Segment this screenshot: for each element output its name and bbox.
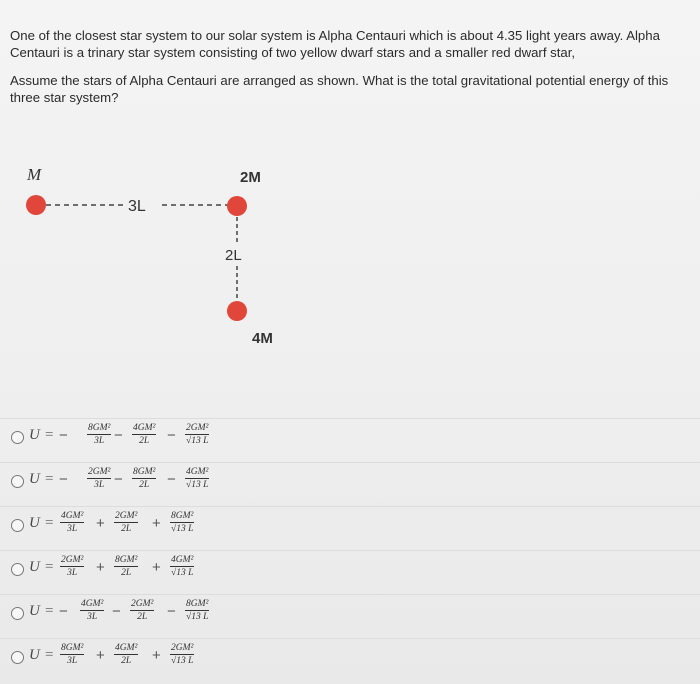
- fraction-term: [60, 643, 84, 666]
- fraction-term: [170, 555, 194, 578]
- operator: +: [96, 515, 105, 532]
- fraction-numerator: 2GM²: [115, 511, 138, 521]
- operator: −: [112, 603, 121, 620]
- fraction-numerator: 2GM²: [88, 467, 111, 477]
- fraction-numerator: 4GM²: [133, 423, 156, 433]
- fraction-term: [170, 643, 194, 666]
- question-paragraph-2: Assume the stars of Alpha Centauri are arranged as shown. What is the total gravitational potential energy of this three star system?: [10, 73, 669, 105]
- answer-option[interactable]: [0, 462, 700, 505]
- variable-u: U: [29, 471, 40, 487]
- equals-sign: =: [45, 427, 54, 443]
- fraction-numerator: 8GM²: [61, 643, 84, 653]
- star-system-diagram: [0, 160, 700, 360]
- equals-sign: =: [45, 471, 54, 487]
- mass-label-4m: 4M: [252, 330, 273, 347]
- leading-sign: −: [59, 427, 68, 444]
- operator: +: [152, 647, 161, 664]
- fraction-denominator: 3L: [67, 568, 78, 578]
- star-m: [26, 195, 46, 215]
- radio-button[interactable]: [11, 475, 24, 488]
- fraction-numerator: 2GM²: [171, 643, 194, 653]
- fraction-denominator: √13 L: [186, 480, 209, 490]
- fraction-term: [132, 467, 156, 490]
- question-text: [10, 27, 690, 117]
- fraction-term: [185, 467, 209, 490]
- fraction-denominator: 2L: [137, 612, 148, 622]
- fraction-denominator: 2L: [139, 436, 150, 446]
- fraction-denominator: √13 L: [171, 524, 194, 534]
- fraction-term: [87, 467, 111, 490]
- fraction-denominator: 3L: [67, 656, 78, 666]
- fraction-numerator: 4GM²: [186, 467, 209, 477]
- operator: +: [152, 515, 161, 532]
- fraction-term: [114, 555, 138, 578]
- fraction-numerator: 2GM²: [61, 555, 84, 565]
- question-paragraph-1: One of the closest star system to our solar system is Alpha Centauri which is about 4.35 light years away. Alpha Centauri is a trinary star system consisting of two yellow dwarf stars and a smaller red dwarf star,: [10, 28, 660, 60]
- fraction-numerator: 2GM²: [131, 599, 154, 609]
- radio-button[interactable]: [11, 607, 24, 620]
- operator: −: [114, 427, 123, 444]
- answer-option[interactable]: [0, 638, 700, 681]
- operator: −: [114, 471, 123, 488]
- fraction-term: [132, 423, 156, 446]
- star-4m: [227, 301, 247, 321]
- fraction-term: [185, 599, 209, 622]
- fraction-numerator: 8GM²: [133, 467, 156, 477]
- fraction-denominator: 2L: [121, 656, 132, 666]
- fraction-numerator: 4GM²: [115, 643, 138, 653]
- radio-button[interactable]: [11, 651, 24, 664]
- answer-option[interactable]: [0, 594, 700, 637]
- fraction-term: [130, 599, 154, 622]
- variable-u: U: [29, 603, 40, 619]
- fraction-term: [170, 511, 194, 534]
- fraction-numerator: 4GM²: [81, 599, 104, 609]
- fraction-numerator: 8GM²: [88, 423, 111, 433]
- operator: +: [96, 559, 105, 576]
- fraction-term: [60, 555, 84, 578]
- operator: +: [96, 647, 105, 664]
- variable-u: U: [29, 427, 40, 443]
- fraction-numerator: 8GM²: [186, 599, 209, 609]
- radio-button[interactable]: [11, 431, 24, 444]
- fraction-denominator: 3L: [67, 524, 78, 534]
- fraction-denominator: 3L: [94, 436, 105, 446]
- fraction-denominator: 2L: [121, 568, 132, 578]
- fraction-term: [87, 423, 111, 446]
- fraction-term: [80, 599, 104, 622]
- distance-label-3l: 3L: [128, 198, 146, 215]
- fraction-term: [114, 511, 138, 534]
- fraction-numerator: 8GM²: [171, 511, 194, 521]
- fraction-denominator: 2L: [139, 480, 150, 490]
- variable-u: U: [29, 515, 40, 531]
- operator: −: [167, 471, 176, 488]
- answer-option[interactable]: [0, 506, 700, 549]
- equals-sign: =: [45, 603, 54, 619]
- variable-u: U: [29, 559, 40, 575]
- operator: +: [152, 559, 161, 576]
- fraction-numerator: 4GM²: [61, 511, 84, 521]
- mass-label-2m: 2M: [240, 169, 261, 186]
- fraction-term: [185, 423, 209, 446]
- answer-option[interactable]: [0, 550, 700, 593]
- operator: −: [167, 427, 176, 444]
- fraction-term: [60, 511, 84, 534]
- fraction-denominator: √13 L: [171, 568, 194, 578]
- fraction-numerator: 2GM²: [186, 423, 209, 433]
- operator: −: [167, 603, 176, 620]
- fraction-numerator: 4GM²: [171, 555, 194, 565]
- fraction-denominator: √13 L: [171, 656, 194, 666]
- fraction-denominator: 3L: [87, 612, 98, 622]
- distance-label-2l: 2L: [225, 247, 242, 264]
- fraction-denominator: √13 L: [186, 436, 209, 446]
- radio-button[interactable]: [11, 519, 24, 532]
- variable-u: U: [29, 647, 40, 663]
- fraction-denominator: 3L: [94, 480, 105, 490]
- mass-label-m: M: [27, 165, 42, 184]
- equals-sign: =: [45, 515, 54, 531]
- fraction-numerator: 8GM²: [115, 555, 138, 565]
- leading-sign: −: [59, 471, 68, 488]
- equals-sign: =: [45, 559, 54, 575]
- fraction-denominator: √13 L: [186, 612, 209, 622]
- answer-option[interactable]: [0, 418, 700, 461]
- fraction-denominator: 2L: [121, 524, 132, 534]
- radio-button[interactable]: [11, 563, 24, 576]
- fraction-term: [114, 643, 138, 666]
- star-2m: [227, 196, 247, 216]
- equals-sign: =: [45, 647, 54, 663]
- leading-sign: −: [59, 603, 68, 620]
